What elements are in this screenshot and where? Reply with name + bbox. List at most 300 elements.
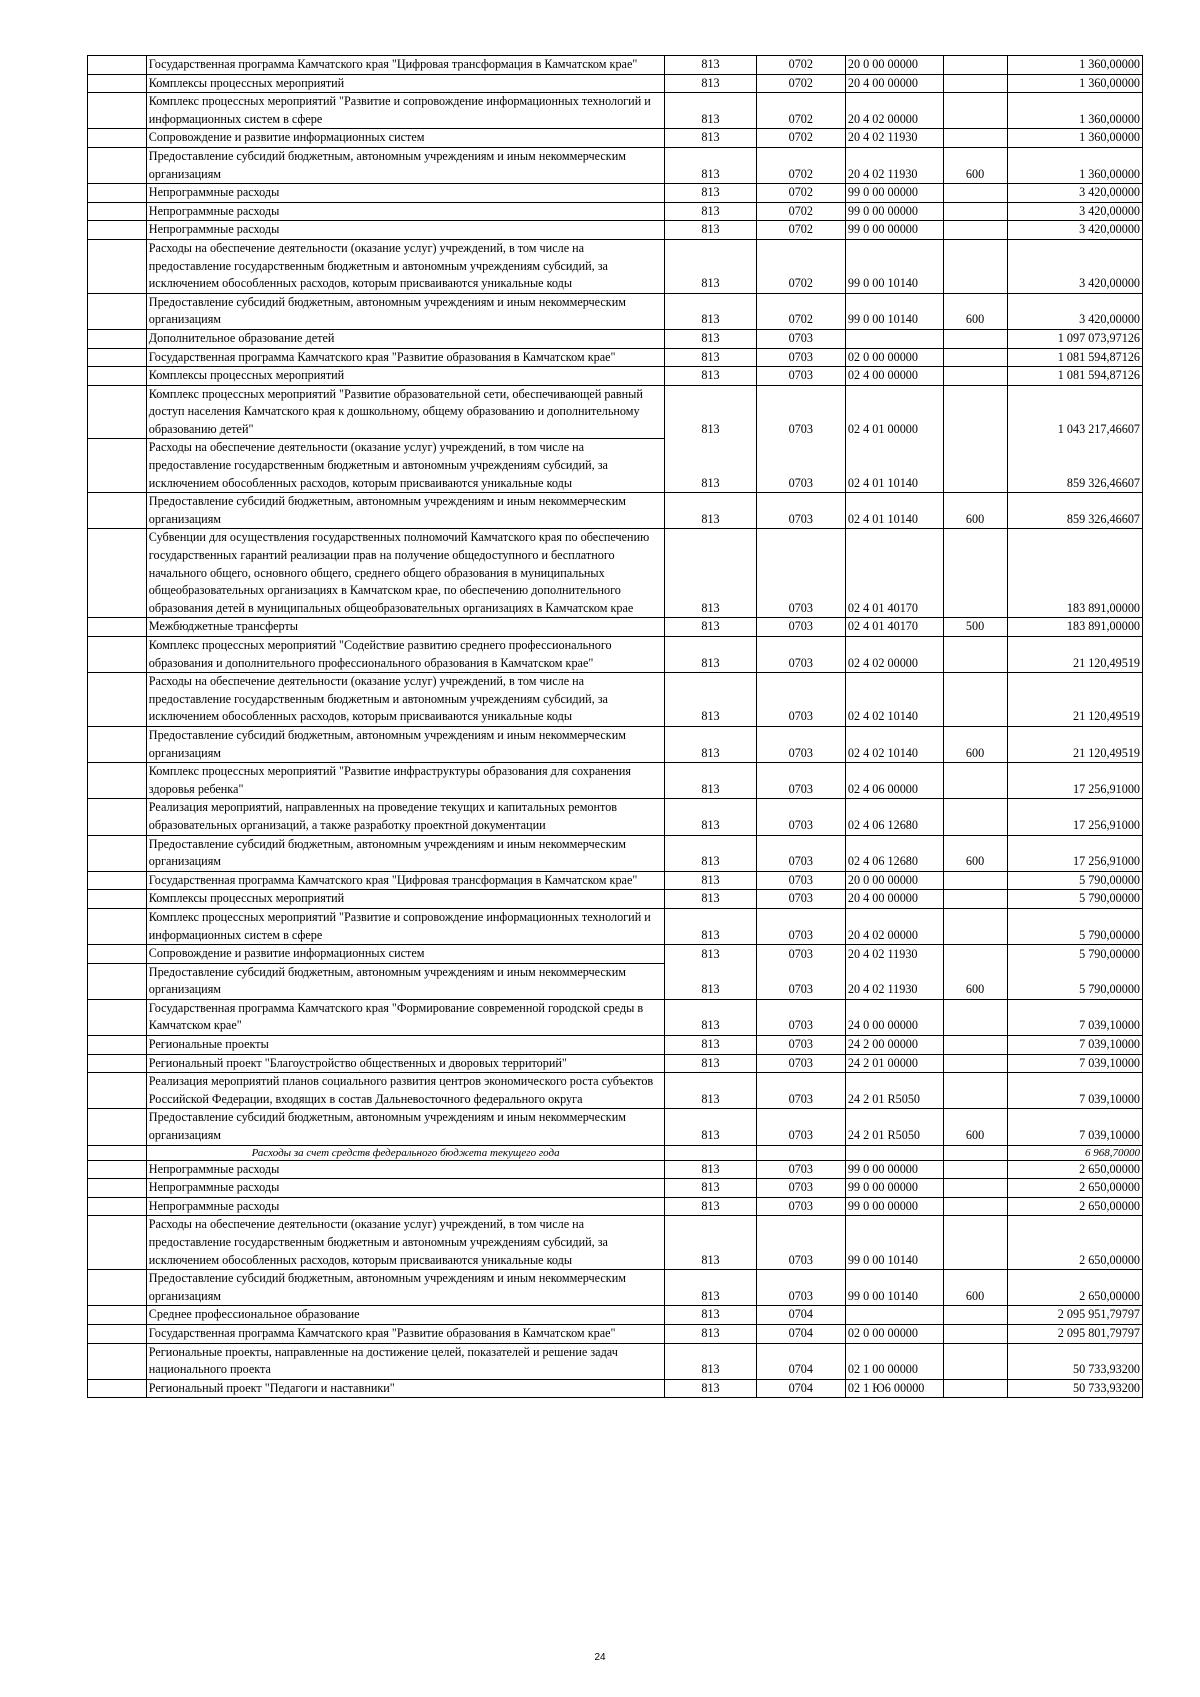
- expense-type-cell: [943, 1306, 1007, 1325]
- ministry-code-cell: 813: [665, 1054, 756, 1073]
- expense-type-cell: 600: [943, 293, 1007, 329]
- section-code-cell: 0703: [756, 763, 845, 799]
- target-article-cell: 02 4 02 00000: [845, 637, 943, 673]
- amount-cell: 1 081 594,87126: [1007, 367, 1142, 386]
- section-code-cell: 0703: [756, 1216, 845, 1270]
- row-number-cell: [88, 1379, 147, 1398]
- amount-cell: 5 790,00000: [1007, 908, 1142, 944]
- section-code-cell: 0702: [756, 56, 845, 75]
- section-code-cell: 0702: [756, 184, 845, 203]
- amount-cell: 3 420,00000: [1007, 184, 1142, 203]
- ministry-code-cell: 813: [665, 908, 756, 944]
- expense-name-cell: Региональный проект "Благоустройство общественных и дворовых территорий": [146, 1054, 665, 1073]
- row-number-cell: [88, 348, 147, 367]
- row-number-cell: [88, 129, 147, 148]
- section-code-cell: 0704: [756, 1343, 845, 1379]
- expense-name-cell: Предоставление субсидий бюджетным, автономным учреждениям и иным некоммерческим организациям: [146, 835, 665, 871]
- target-article-cell: 99 0 00 00000: [845, 202, 943, 221]
- table-row: [88, 1036, 1143, 1055]
- section-code-cell: 0702: [756, 202, 845, 221]
- table-row: [88, 763, 1143, 799]
- target-article-cell: 20 0 00 00000: [845, 56, 943, 75]
- table-row: [88, 129, 1143, 148]
- ministry-code-cell: 813: [665, 618, 756, 637]
- section-code-cell: 0702: [756, 74, 845, 93]
- expense-name-cell: Государственная программа Камчатского края "Развитие образования в Камчатском крае": [146, 348, 665, 367]
- expense-name-cell: Государственная программа Камчатского края "Цифровая трансформация в Камчатском крае": [146, 56, 665, 75]
- table-row: [88, 493, 1143, 529]
- expense-type-cell: [943, 1054, 1007, 1073]
- ministry-code-cell: [665, 1145, 756, 1160]
- amount-cell: 7 039,10000: [1007, 999, 1142, 1035]
- amount-cell: 3 420,00000: [1007, 239, 1142, 293]
- expense-type-cell: [943, 1324, 1007, 1343]
- section-code-cell: 0704: [756, 1306, 845, 1325]
- expense-name-cell: Комплекс процессных мероприятий "Развитие и сопровождение информационных технологий и информационных систем в сфере: [146, 93, 665, 129]
- section-code-cell: 0703: [756, 1073, 845, 1109]
- section-code-cell: 0703: [756, 348, 845, 367]
- table-row: [88, 1054, 1143, 1073]
- ministry-code-cell: 813: [665, 1073, 756, 1109]
- table-row: [88, 56, 1143, 75]
- ministry-code-cell: 813: [665, 963, 756, 999]
- expense-name-cell: Предоставление субсидий бюджетным, автономным учреждениям и иным некоммерческим организациям: [146, 293, 665, 329]
- section-code-cell: 0703: [756, 637, 845, 673]
- amount-cell: 17 256,91000: [1007, 799, 1142, 835]
- target-article-cell: 99 0 00 00000: [845, 184, 943, 203]
- row-number-cell: [88, 439, 147, 493]
- row-number-cell: [88, 763, 147, 799]
- ministry-code-cell: 813: [665, 348, 756, 367]
- amount-cell: 2 650,00000: [1007, 1160, 1142, 1179]
- expense-name-cell: Предоставление субсидий бюджетным, автономным учреждениям и иным некоммерческим организациям: [146, 963, 665, 999]
- row-number-cell: [88, 93, 147, 129]
- target-article-cell: 20 4 02 11930: [845, 945, 943, 964]
- expense-type-cell: [943, 673, 1007, 727]
- amount-cell: 7 039,10000: [1007, 1109, 1142, 1145]
- amount-cell: 1 360,00000: [1007, 56, 1142, 75]
- row-number-cell: [88, 184, 147, 203]
- table-row: [88, 385, 1143, 439]
- amount-cell: 1 360,00000: [1007, 147, 1142, 183]
- ministry-code-cell: 813: [665, 945, 756, 964]
- target-article-cell: 02 4 00 00000: [845, 367, 943, 386]
- expense-type-cell: 500: [943, 618, 1007, 637]
- expense-name-cell: Комплекс процессных мероприятий "Развитие и сопровождение информационных технологий и информационных систем в сфере: [146, 908, 665, 944]
- ministry-code-cell: 813: [665, 763, 756, 799]
- row-number-cell: [88, 1306, 147, 1325]
- ministry-code-cell: 813: [665, 999, 756, 1035]
- section-code-cell: 0703: [756, 871, 845, 890]
- amount-cell: 17 256,91000: [1007, 835, 1142, 871]
- table-row: [88, 1324, 1143, 1343]
- amount-cell: 6 968,70000: [1007, 1145, 1142, 1160]
- ministry-code-cell: 813: [665, 202, 756, 221]
- row-number-cell: [88, 637, 147, 673]
- target-article-cell: 99 0 00 10140: [845, 239, 943, 293]
- table-row: [88, 908, 1143, 944]
- target-article-cell: 99 0 00 00000: [845, 1197, 943, 1216]
- amount-cell: 1 081 594,87126: [1007, 348, 1142, 367]
- amount-cell: 183 891,00000: [1007, 529, 1142, 618]
- row-number-cell: [88, 202, 147, 221]
- target-article-cell: 20 4 02 00000: [845, 908, 943, 944]
- target-article-cell: 99 0 00 10140: [845, 1270, 943, 1306]
- target-article-cell: 24 2 01 R5050: [845, 1073, 943, 1109]
- target-article-cell: 99 0 00 00000: [845, 1179, 943, 1198]
- expense-name-cell: Непрограммные расходы: [146, 1179, 665, 1198]
- expense-type-cell: [943, 367, 1007, 386]
- target-article-cell: 24 0 00 00000: [845, 999, 943, 1035]
- expense-type-cell: [943, 1036, 1007, 1055]
- table-row: [88, 221, 1143, 240]
- row-number-cell: [88, 147, 147, 183]
- expense-type-cell: [943, 1379, 1007, 1398]
- amount-cell: 17 256,91000: [1007, 763, 1142, 799]
- amount-cell: 5 790,00000: [1007, 945, 1142, 964]
- page-number: 24: [594, 1652, 606, 1663]
- ministry-code-cell: 813: [665, 1270, 756, 1306]
- target-article-cell: 24 2 00 00000: [845, 1036, 943, 1055]
- target-article-cell: 02 1 Ю6 00000: [845, 1379, 943, 1398]
- section-code-cell: 0703: [756, 439, 845, 493]
- table-row: [88, 1197, 1143, 1216]
- row-number-cell: [88, 1197, 147, 1216]
- expense-type-cell: [943, 202, 1007, 221]
- section-code-cell: 0703: [756, 908, 845, 944]
- section-code-cell: 0702: [756, 221, 845, 240]
- table-row: [88, 999, 1143, 1035]
- amount-cell: 2 650,00000: [1007, 1270, 1142, 1306]
- target-article-cell: 20 4 02 00000: [845, 93, 943, 129]
- table-row: [88, 871, 1143, 890]
- row-number-cell: [88, 1109, 147, 1145]
- target-article-cell: 99 0 00 00000: [845, 221, 943, 240]
- expense-type-cell: [943, 1179, 1007, 1198]
- row-number-cell: [88, 618, 147, 637]
- expense-type-cell: [943, 1343, 1007, 1379]
- expense-name-cell: Государственная программа Камчатского края "Цифровая трансформация в Камчатском крае": [146, 871, 665, 890]
- table-row: [88, 799, 1143, 835]
- ministry-code-cell: 813: [665, 1379, 756, 1398]
- table-row: [88, 673, 1143, 727]
- expense-name-cell: Реализация мероприятий, направленных на проведение текущих и капитальных ремонтов образовательных организаций, а также разработку проектной документации: [146, 799, 665, 835]
- ministry-code-cell: 813: [665, 1036, 756, 1055]
- target-article-cell: 02 4 02 10140: [845, 726, 943, 762]
- row-number-cell: [88, 367, 147, 386]
- expense-type-cell: 600: [943, 1270, 1007, 1306]
- amount-cell: 5 790,00000: [1007, 963, 1142, 999]
- expense-type-cell: [943, 908, 1007, 944]
- expense-name-cell: Комплекс процессных мероприятий "Содействие развитию среднего профессионального образования и дополнительного профессионального образования в Камчатском крае": [146, 637, 665, 673]
- table-row: [88, 239, 1143, 293]
- ministry-code-cell: 813: [665, 890, 756, 909]
- expense-name-cell: Региональные проекты: [146, 1036, 665, 1055]
- section-code-cell: 0702: [756, 293, 845, 329]
- budget-table: [87, 55, 1143, 1398]
- table-row: [88, 1145, 1143, 1160]
- section-code-cell: 0703: [756, 673, 845, 727]
- table-row: [88, 329, 1143, 348]
- target-article-cell: 20 4 02 11930: [845, 129, 943, 148]
- row-number-cell: [88, 835, 147, 871]
- expense-type-cell: [943, 799, 1007, 835]
- row-number-cell: [88, 963, 147, 999]
- ministry-code-cell: 813: [665, 1160, 756, 1179]
- target-article-cell: 02 4 01 40170: [845, 529, 943, 618]
- expense-name-cell: Комплексы процессных мероприятий: [146, 890, 665, 909]
- expense-type-cell: [943, 763, 1007, 799]
- amount-cell: 5 790,00000: [1007, 871, 1142, 890]
- expense-name-cell: Государственная программа Камчатского края "Формирование современной городской среды в Камчатском крае": [146, 999, 665, 1035]
- section-code-cell: 0703: [756, 367, 845, 386]
- table-row: [88, 890, 1143, 909]
- ministry-code-cell: 813: [665, 56, 756, 75]
- expense-type-cell: [943, 221, 1007, 240]
- amount-cell: 7 039,10000: [1007, 1036, 1142, 1055]
- row-number-cell: [88, 56, 147, 75]
- expense-name-cell: Расходы на обеспечение деятельности (оказание услуг) учреждений, в том числе на предоставление государственным бюджетным и автономным учреждениям субсидий, за исключением обособленных расходов, которым присваиваются уникальные коды: [146, 1216, 665, 1270]
- table-row: [88, 147, 1143, 183]
- amount-cell: 50 733,93200: [1007, 1379, 1142, 1398]
- expense-name-cell: Непрограммные расходы: [146, 1160, 665, 1179]
- target-article-cell: [845, 1145, 943, 1160]
- expense-name-cell: Комплекс процессных мероприятий "Развитие образовательной сети, обеспечивающей равный доступ населения Камчатского края к дошкольному, общему образованию и дополнительному образованию детей": [146, 385, 665, 439]
- amount-cell: 5 790,00000: [1007, 890, 1142, 909]
- expense-name-cell: Расходы за счет средств федерального бюджета текущего года: [146, 1145, 665, 1160]
- target-article-cell: 20 4 02 11930: [845, 147, 943, 183]
- section-code-cell: 0703: [756, 1109, 845, 1145]
- row-number-cell: [88, 1073, 147, 1109]
- target-article-cell: 02 4 01 10140: [845, 439, 943, 493]
- expense-type-cell: [943, 529, 1007, 618]
- ministry-code-cell: 813: [665, 147, 756, 183]
- expense-name-cell: Субвенции для осуществления государственных полномочий Камчатского края по обеспечению государственных гарантий реализации прав на получение общедоступного и бесплатного начального общего, основного общего, среднего общего образования в муниципальных общеобразовательных организациях в Камчатском крае, по обеспечению дополнительного образования детей в муниципальных общеобразовательных организациях в Камчатском крае: [146, 529, 665, 618]
- expense-type-cell: [943, 1197, 1007, 1216]
- ministry-code-cell: 813: [665, 799, 756, 835]
- table-row: [88, 293, 1143, 329]
- expense-name-cell: Предоставление субсидий бюджетным, автономным учреждениям и иным некоммерческим организациям: [146, 1270, 665, 1306]
- target-article-cell: 02 1 00 00000: [845, 1343, 943, 1379]
- table-row: [88, 529, 1143, 618]
- section-code-cell: 0703: [756, 1197, 845, 1216]
- row-number-cell: [88, 1270, 147, 1306]
- row-number-cell: [88, 239, 147, 293]
- expense-type-cell: [943, 1073, 1007, 1109]
- amount-cell: 3 420,00000: [1007, 202, 1142, 221]
- row-number-cell: [88, 493, 147, 529]
- row-number-cell: [88, 1179, 147, 1198]
- amount-cell: 21 120,49519: [1007, 673, 1142, 727]
- expense-type-cell: [943, 93, 1007, 129]
- ministry-code-cell: 813: [665, 1216, 756, 1270]
- expense-name-cell: Государственная программа Камчатского края "Развитие образования в Камчатском крае": [146, 1324, 665, 1343]
- target-article-cell: 02 4 01 40170: [845, 618, 943, 637]
- ministry-code-cell: 813: [665, 1197, 756, 1216]
- amount-cell: 2 650,00000: [1007, 1216, 1142, 1270]
- expense-type-cell: [943, 439, 1007, 493]
- section-code-cell: 0703: [756, 1054, 845, 1073]
- ministry-code-cell: 813: [665, 835, 756, 871]
- amount-cell: 7 039,10000: [1007, 1054, 1142, 1073]
- table-row: [88, 1160, 1143, 1179]
- row-number-cell: [88, 1036, 147, 1055]
- section-code-cell: 0703: [756, 726, 845, 762]
- expense-type-cell: [943, 999, 1007, 1035]
- section-code-cell: 0704: [756, 1324, 845, 1343]
- table-row: [88, 618, 1143, 637]
- expense-name-cell: Непрограммные расходы: [146, 202, 665, 221]
- ministry-code-cell: 813: [665, 1324, 756, 1343]
- amount-cell: 183 891,00000: [1007, 618, 1142, 637]
- row-number-cell: [88, 726, 147, 762]
- amount-cell: 1 097 073,97126: [1007, 329, 1142, 348]
- row-number-cell: [88, 871, 147, 890]
- table-row: [88, 202, 1143, 221]
- expense-type-cell: 600: [943, 835, 1007, 871]
- row-number-cell: [88, 1343, 147, 1379]
- section-code-cell: 0703: [756, 945, 845, 964]
- section-code-cell: 0702: [756, 239, 845, 293]
- ministry-code-cell: 813: [665, 726, 756, 762]
- row-number-cell: [88, 1145, 147, 1160]
- target-article-cell: 20 4 02 11930: [845, 963, 943, 999]
- target-article-cell: 02 0 00 00000: [845, 348, 943, 367]
- target-article-cell: [845, 329, 943, 348]
- amount-cell: 3 420,00000: [1007, 293, 1142, 329]
- expense-name-cell: Расходы на обеспечение деятельности (оказание услуг) учреждений, в том числе на предоставление государственным бюджетным и автономным учреждениям субсидий, за исключением обособленных расходов, которым присваиваются уникальные коды: [146, 673, 665, 727]
- target-article-cell: 99 0 00 10140: [845, 1216, 943, 1270]
- target-article-cell: 20 4 00 00000: [845, 74, 943, 93]
- amount-cell: 2 650,00000: [1007, 1179, 1142, 1198]
- amount-cell: 859 326,46607: [1007, 493, 1142, 529]
- expense-name-cell: Сопровождение и развитие информационных систем: [146, 129, 665, 148]
- target-article-cell: 24 2 01 00000: [845, 1054, 943, 1073]
- table-row: [88, 1179, 1143, 1198]
- budget-table-body: [88, 56, 1143, 1398]
- section-code-cell: 0703: [756, 1036, 845, 1055]
- row-number-cell: [88, 329, 147, 348]
- ministry-code-cell: 813: [665, 184, 756, 203]
- target-article-cell: 20 0 00 00000: [845, 871, 943, 890]
- row-number-cell: [88, 1054, 147, 1073]
- row-number-cell: [88, 1324, 147, 1343]
- expense-type-cell: 600: [943, 147, 1007, 183]
- table-row: [88, 726, 1143, 762]
- expense-name-cell: Комплексы процессных мероприятий: [146, 367, 665, 386]
- expense-type-cell: [943, 239, 1007, 293]
- ministry-code-cell: 813: [665, 293, 756, 329]
- section-code-cell: 0703: [756, 1160, 845, 1179]
- amount-cell: 2 095 951,79797: [1007, 1306, 1142, 1325]
- expense-type-cell: 600: [943, 493, 1007, 529]
- target-article-cell: 02 4 02 10140: [845, 673, 943, 727]
- amount-cell: 7 039,10000: [1007, 1073, 1142, 1109]
- expense-name-cell: Расходы на обеспечение деятельности (оказание услуг) учреждений, в том числе на предоставление государственным бюджетным и автономным учреждениям субсидий, за исключением обособленных расходов, которым присваиваются уникальные коды: [146, 239, 665, 293]
- section-code-cell: 0703: [756, 618, 845, 637]
- amount-cell: 1 360,00000: [1007, 129, 1142, 148]
- ministry-code-cell: 813: [665, 439, 756, 493]
- ministry-code-cell: 813: [665, 493, 756, 529]
- section-code-cell: 0703: [756, 385, 845, 439]
- expense-name-cell: Региональные проекты, направленные на достижение целей, показателей и решение задач национального проекта: [146, 1343, 665, 1379]
- expense-name-cell: Комплексы процессных мероприятий: [146, 74, 665, 93]
- target-article-cell: 02 0 00 00000: [845, 1324, 943, 1343]
- expense-name-cell: Комплекс процессных мероприятий "Развитие инфраструктуры образования для сохранения здоровья ребенка": [146, 763, 665, 799]
- expense-type-cell: [943, 74, 1007, 93]
- target-article-cell: 02 4 01 10140: [845, 493, 943, 529]
- ministry-code-cell: 813: [665, 1306, 756, 1325]
- section-code-cell: 0703: [756, 799, 845, 835]
- expense-type-cell: [943, 871, 1007, 890]
- expense-name-cell: Межбюджетные трансферты: [146, 618, 665, 637]
- table-row: [88, 1379, 1143, 1398]
- table-row: [88, 93, 1143, 129]
- table-row: [88, 963, 1143, 999]
- row-number-cell: [88, 945, 147, 964]
- table-row: [88, 835, 1143, 871]
- section-code-cell: 0704: [756, 1379, 845, 1398]
- ministry-code-cell: 813: [665, 221, 756, 240]
- expense-name-cell: Дополнительное образование детей: [146, 329, 665, 348]
- section-code-cell: 0703: [756, 963, 845, 999]
- expense-name-cell: Сопровождение и развитие информационных систем: [146, 945, 665, 964]
- row-number-cell: [88, 1160, 147, 1179]
- section-code-cell: 0703: [756, 999, 845, 1035]
- ministry-code-cell: 813: [665, 1179, 756, 1198]
- ministry-code-cell: 813: [665, 637, 756, 673]
- ministry-code-cell: 813: [665, 74, 756, 93]
- amount-cell: 50 733,93200: [1007, 1343, 1142, 1379]
- table-row: [88, 1343, 1143, 1379]
- ministry-code-cell: 813: [665, 129, 756, 148]
- ministry-code-cell: 813: [665, 385, 756, 439]
- amount-cell: 2 095 801,79797: [1007, 1324, 1142, 1343]
- expense-type-cell: [943, 348, 1007, 367]
- row-number-cell: [88, 890, 147, 909]
- expense-type-cell: 600: [943, 1109, 1007, 1145]
- expense-type-cell: [943, 184, 1007, 203]
- target-article-cell: 20 4 00 00000: [845, 890, 943, 909]
- target-article-cell: 02 4 01 00000: [845, 385, 943, 439]
- table-row: [88, 945, 1143, 964]
- table-row: [88, 637, 1143, 673]
- section-code-cell: 0702: [756, 129, 845, 148]
- expense-type-cell: [943, 129, 1007, 148]
- row-number-cell: [88, 799, 147, 835]
- expense-name-cell: Реализация мероприятий планов социального развития центров экономического роста субъектов Российской Федерации, входящих в состав Дальневосточного федерального округа: [146, 1073, 665, 1109]
- section-code-cell: 0703: [756, 1179, 845, 1198]
- expense-name-cell: Региональный проект "Педагоги и наставники": [146, 1379, 665, 1398]
- expense-type-cell: [943, 890, 1007, 909]
- amount-cell: 859 326,46607: [1007, 439, 1142, 493]
- ministry-code-cell: 813: [665, 367, 756, 386]
- expense-name-cell: Непрограммные расходы: [146, 184, 665, 203]
- expense-name-cell: Предоставление субсидий бюджетным, автономным учреждениям и иным некоммерческим организациям: [146, 147, 665, 183]
- section-code-cell: 0703: [756, 529, 845, 618]
- expense-name-cell: Предоставление субсидий бюджетным, автономным учреждениям и иным некоммерческим организациям: [146, 493, 665, 529]
- expense-name-cell: Расходы на обеспечение деятельности (оказание услуг) учреждений, в том числе на предоставление государственным бюджетным и автономным учреждениям субсидий, за исключением обособленных расходов, которым присваиваются уникальные коды: [146, 439, 665, 493]
- expense-type-cell: 600: [943, 963, 1007, 999]
- expense-name-cell: Среднее профессиональное образование: [146, 1306, 665, 1325]
- row-number-cell: [88, 74, 147, 93]
- ministry-code-cell: 813: [665, 1343, 756, 1379]
- target-article-cell: 02 4 06 12680: [845, 799, 943, 835]
- amount-cell: 1 360,00000: [1007, 93, 1142, 129]
- amount-cell: 3 420,00000: [1007, 221, 1142, 240]
- expense-type-cell: [943, 637, 1007, 673]
- section-code-cell: 0702: [756, 147, 845, 183]
